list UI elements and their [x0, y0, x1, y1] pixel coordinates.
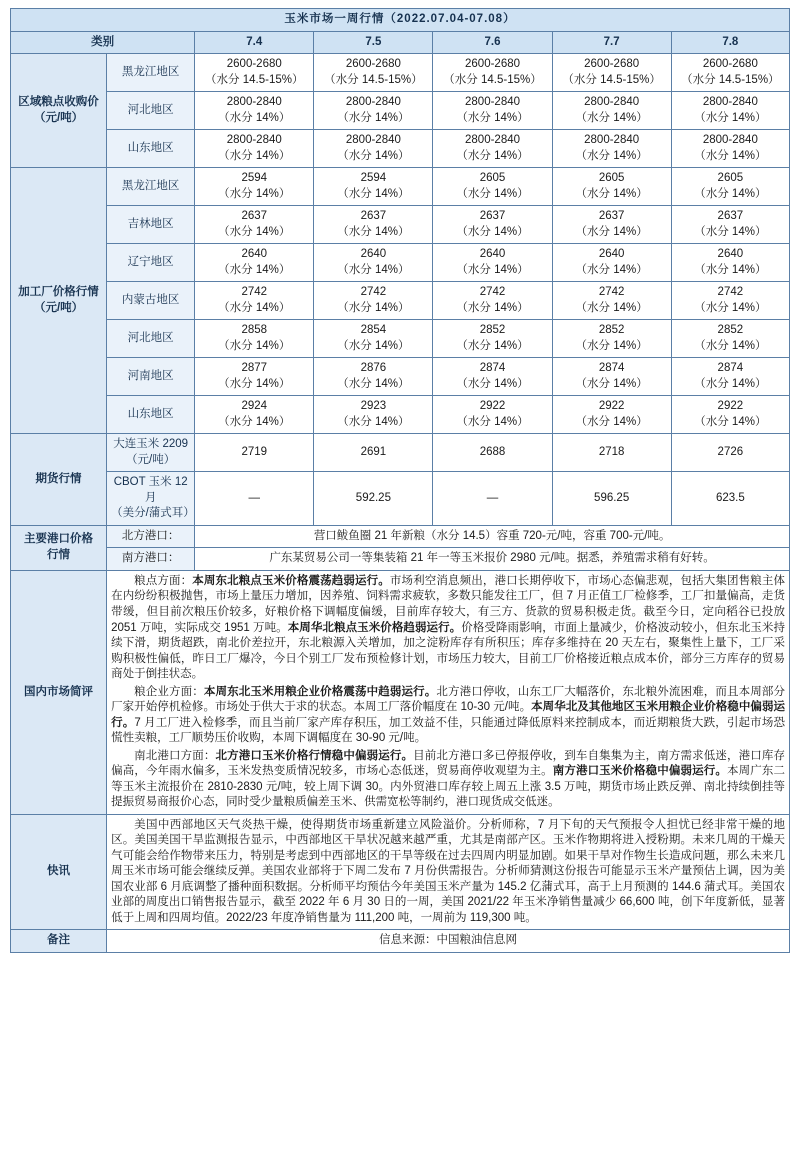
row-label-line1: 大连玉米 2209 — [113, 438, 189, 451]
section-label-line2: （元/吨） — [33, 301, 84, 314]
cell-price: 2800-2840 — [465, 134, 521, 147]
row-label-factory-liaoning: 辽宁地区 — [107, 244, 195, 282]
cell-price: 2874 — [479, 362, 506, 375]
cell-price: 2876 — [360, 362, 387, 375]
row-label-factory-heilongjiang: 黑龙江地区 — [107, 168, 195, 206]
cell-price: 2852 — [598, 324, 625, 337]
cell-note: （水分 14%） — [337, 301, 410, 314]
cell-dalian-4: 2718 — [552, 434, 671, 472]
section-label-line2: 行情 — [47, 548, 71, 561]
cell-price: 2640 — [717, 248, 744, 261]
cell-cbot-1: — — [195, 472, 314, 526]
table-row — [11, 525, 790, 548]
row-label-factory-henan: 河南地区 — [107, 358, 195, 396]
row-label-factory-hebei: 河北地区 — [107, 320, 195, 358]
news-body — [107, 814, 790, 930]
cell-factory-hlj-4 — [552, 168, 671, 206]
cell-factory-nmg-2 — [314, 282, 433, 320]
cell-note: （水分 14%） — [218, 377, 291, 390]
cell-factory-hlj-1 — [195, 168, 314, 206]
row-label-factory-shandong: 山东地区 — [107, 396, 195, 434]
commentary-paragraph-2: 粮企业方面：本周东北玉米用粮企业价格震荡中趋弱运行。北方港口停收，山东工厂大幅落价，东北粮外流困难，而且本周部分厂家开始停机检修。市场处于供大于求的状态。本周工厂落价幅度在 10-30 元/吨。本周华北及其他地区玉米用粮企业价格稳中偏弱运行。7 月工厂进入检修季，而且当前厂家产库存积压，加工效益不佳，只能通过降低原料来控制成本，而近期粮货大跌，引起市场恐慌性卖粮，工厂顺势压价收购，本周下调幅度在 30-90 元/吨。 — [111, 685, 786, 745]
cell-factory-hn-1 — [195, 358, 314, 396]
cell-factory-nmg-4 — [552, 282, 671, 320]
table-row — [11, 570, 790, 814]
cell-note: （水分 14.5-15%） — [562, 73, 661, 86]
commentary-paragraph-1: 粮点方面：本周东北粮点玉米价格震荡趋弱运行。市场利空消息频出，港口长期停收下，市场心态偏悲观，包括大集团售粮主体在内纷纷积极抛售，市场上量压力增加，因养殖、饲料需求疲软，多数只能发往工厂，但 7 月正值工厂检修季，工厂扣量偏高，走货带缓，但目前次粮压价较多，好粮价格下调幅度偏缓，目前库存较大，有三方、货款的贸易积极走货。截至今日，定向稻谷已投放 2051 万吨，实际成交 1951 万吨。本周华北粮点玉米价格趋弱运行。价格受降雨影响，市面上量减少，价格波动较小，但东北玉米持续下滑，期货超跌，南北价差拉开，东北粮源入关增加，加之淀粉库存有所积压；库存多维持在 20 天左右，聚集性上量下，工厂采购积极性偏低，昨日工厂爆冷，今日个别工厂发布预检修计划，市场压力较大，目前工厂价格接近粮点成本价，部分三方库存的贸易商处于倒挂状态。 — [111, 574, 786, 681]
table-row — [11, 548, 790, 571]
cell-note: （水分 14%） — [575, 225, 648, 238]
cell-note: （水分 14%） — [337, 377, 410, 390]
cell-price: 2637 — [241, 210, 268, 223]
row-label-line1: CBOT 玉米 12 月 — [113, 476, 188, 504]
cell-factory-hn-4 — [552, 358, 671, 396]
cell-price: 2637 — [479, 210, 506, 223]
cell-price: 2852 — [717, 324, 744, 337]
cell-price: 2852 — [479, 324, 506, 337]
cell-price: 2742 — [479, 286, 506, 299]
section-label-commentary: 国内市场简评 — [11, 570, 107, 814]
cell-note: （水分 14%） — [575, 263, 648, 276]
cell-note: （水分 14%） — [456, 187, 529, 200]
cell-note: （水分 14%） — [694, 149, 767, 162]
cell-dalian-2: 2691 — [314, 434, 433, 472]
cell-price: 2800-2840 — [702, 96, 758, 109]
cell-price: 2600-2680 — [345, 58, 401, 71]
cell-note: （水分 14%） — [337, 111, 410, 124]
cell-factory-nmg-1 — [195, 282, 314, 320]
cell-price: 2600-2680 — [584, 58, 640, 71]
row-label-heilongjiang: 黑龙江地区 — [107, 54, 195, 92]
north-port-text: 营口鲅鱼圈 21 年新粮（水分 14.5）容重 720-元/吨，容重 700-元/吨。 — [195, 525, 790, 548]
cell-price: 2923 — [360, 400, 387, 413]
cell-factory-hlj-3 — [433, 168, 552, 206]
cell-price: 2605 — [598, 172, 625, 185]
cell-region-purchase-sd-2 — [314, 130, 433, 168]
cell-region-purchase-hlj-5 — [671, 54, 789, 92]
table-row — [11, 358, 790, 396]
cell-note: （水分 14%） — [218, 149, 291, 162]
cell-price: 2605 — [479, 172, 506, 185]
cell-price: 2800-2840 — [584, 96, 640, 109]
cell-region-purchase-hebei-5 — [671, 92, 789, 130]
cell-note: （水分 14.5-15%） — [443, 73, 542, 86]
table-row — [11, 168, 790, 206]
cell-price: 2742 — [360, 286, 387, 299]
cell-note: （水分 14%） — [337, 149, 410, 162]
cell-factory-jl-5 — [671, 206, 789, 244]
table-row — [11, 206, 790, 244]
table-row — [11, 814, 790, 930]
cell-price: 2594 — [241, 172, 268, 185]
cell-factory-ln-2 — [314, 244, 433, 282]
cell-price: 2742 — [241, 286, 268, 299]
cell-note: （水分 14%） — [694, 187, 767, 200]
cell-factory-ln-4 — [552, 244, 671, 282]
cell-price: 2800-2840 — [226, 134, 282, 147]
cell-price: 2922 — [717, 400, 744, 413]
commentary-paragraph-3: 南北港口方面：北方港口玉米价格行情稳中偏弱运行。目前北方港口多已停报停收，到车自集集为主，南方需求低迷，港口库存偏高，今年雨水偏多，玉米发热变质情况较多，市场心态低迷，贸易商停收观望为主。南方港口玉米价格稳中偏弱运行。本周广东二等玉米主流报价在 2810-2830 元/吨，较上周下调 30。内外贸港口库存较上周五上涨 3.5 万吨，期货市场止跌反弹、南北持续倒挂等提振贸易商报价心态，同时受少量粮质偏差玉米、供需宽松等制约，港口现货成交低迷。 — [111, 749, 786, 809]
cell-factory-hn-5 — [671, 358, 789, 396]
cell-factory-nmg-5 — [671, 282, 789, 320]
cell-note: （水分 14%） — [694, 415, 767, 428]
section-label-line1: 加工厂价格行情 — [18, 286, 99, 299]
cell-price: 2640 — [360, 248, 387, 261]
cell-factory-jl-1 — [195, 206, 314, 244]
cell-note: （水分 14%） — [575, 415, 648, 428]
cell-price: 2800-2840 — [584, 134, 640, 147]
section-label-news: 快讯 — [11, 814, 107, 930]
cell-factory-hn-2 — [314, 358, 433, 396]
row-label-cbot-corn-dec — [107, 472, 195, 526]
cell-region-purchase-sd-3 — [433, 130, 552, 168]
cell-note: （水分 14%） — [456, 377, 529, 390]
cell-note: （水分 14%） — [694, 377, 767, 390]
section-label-line2: （元/吨） — [33, 111, 84, 124]
cell-cbot-4: 596.25 — [552, 472, 671, 526]
table-row — [11, 472, 790, 526]
table-row — [11, 396, 790, 434]
commentary-body — [107, 570, 790, 814]
cell-dalian-5: 2726 — [671, 434, 789, 472]
remark-text: 信息来源：中国粮油信息网 — [107, 930, 790, 953]
cell-region-purchase-hebei-4 — [552, 92, 671, 130]
cell-price: 2800-2840 — [226, 96, 282, 109]
cell-note: （水分 14%） — [218, 415, 291, 428]
cell-price: 2742 — [598, 286, 625, 299]
row-label-line2: （美分/蒲式耳） — [111, 507, 195, 520]
cell-note: （水分 14%） — [456, 415, 529, 428]
cell-cbot-5: 623.5 — [671, 472, 789, 526]
cell-note: （水分 14%） — [456, 225, 529, 238]
cell-factory-sd-3 — [433, 396, 552, 434]
cell-price: 2594 — [360, 172, 387, 185]
cell-factory-hb-5 — [671, 320, 789, 358]
column-header-date-5: 7.8 — [671, 31, 789, 54]
cell-note: （水分 14%） — [337, 339, 410, 352]
cell-note: （水分 14%） — [575, 339, 648, 352]
cell-note: （水分 14%） — [337, 187, 410, 200]
cell-region-purchase-hlj-2 — [314, 54, 433, 92]
cell-note: （水分 14.5-15%） — [205, 73, 304, 86]
cell-factory-hb-1 — [195, 320, 314, 358]
cell-cbot-3: — — [433, 472, 552, 526]
cell-note: （水分 14%） — [694, 339, 767, 352]
section-label-futures: 期货行情 — [11, 434, 107, 526]
cell-price: 2922 — [598, 400, 625, 413]
cell-region-purchase-sd-5 — [671, 130, 789, 168]
cell-factory-hlj-2 — [314, 168, 433, 206]
cell-note: （水分 14%） — [218, 225, 291, 238]
cell-note: （水分 14%） — [575, 111, 648, 124]
cell-factory-jl-3 — [433, 206, 552, 244]
cell-factory-sd-4 — [552, 396, 671, 434]
column-header-date-2: 7.5 — [314, 31, 433, 54]
cell-region-purchase-hebei-3 — [433, 92, 552, 130]
cell-note: （水分 14%） — [337, 225, 410, 238]
cell-price: 2924 — [241, 400, 268, 413]
cell-note: （水分 14%） — [694, 111, 767, 124]
cell-note: （水分 14%） — [694, 301, 767, 314]
table-row — [11, 434, 790, 472]
row-label-shandong: 山东地区 — [107, 130, 195, 168]
cell-factory-hn-3 — [433, 358, 552, 396]
section-label-line1: 主要港口价格 — [24, 533, 94, 546]
cell-factory-ln-5 — [671, 244, 789, 282]
table-row — [11, 54, 790, 92]
cell-region-purchase-hlj-1 — [195, 54, 314, 92]
section-label-factory-price — [11, 168, 107, 434]
cell-dalian-3: 2688 — [433, 434, 552, 472]
cell-factory-sd-5 — [671, 396, 789, 434]
cell-price: 2800-2840 — [465, 96, 521, 109]
row-label-hebei: 河北地区 — [107, 92, 195, 130]
cell-price: 2877 — [241, 362, 268, 375]
cell-note: （水分 14%） — [218, 263, 291, 276]
cell-price: 2600-2680 — [465, 58, 521, 71]
section-label-ports — [11, 525, 107, 570]
row-label-north-port: 北方港口： — [107, 525, 195, 548]
south-port-text: 广东某贸易公司一等集装箱 21 年一等玉米报价 2980 元/吨。据悉，养殖需求稍有好转。 — [195, 548, 790, 571]
table-title-row — [11, 9, 790, 32]
cell-factory-jl-4 — [552, 206, 671, 244]
cell-price: 2800-2840 — [345, 134, 401, 147]
cell-note: （水分 14%） — [575, 149, 648, 162]
cell-price: 2874 — [717, 362, 744, 375]
cell-price: 2637 — [717, 210, 744, 223]
cell-price: 2858 — [241, 324, 268, 337]
cell-price: 2854 — [360, 324, 387, 337]
column-header-date-4: 7.7 — [552, 31, 671, 54]
cell-factory-jl-2 — [314, 206, 433, 244]
cell-region-purchase-hebei-2 — [314, 92, 433, 130]
cell-note: （水分 14%） — [575, 377, 648, 390]
table-row — [11, 130, 790, 168]
cell-price: 2640 — [479, 248, 506, 261]
column-header-date-1: 7.4 — [195, 31, 314, 54]
cell-note: （水分 14%） — [575, 187, 648, 200]
cell-price: 2800-2840 — [702, 134, 758, 147]
cell-factory-hb-4 — [552, 320, 671, 358]
column-header-category: 类别 — [11, 31, 195, 54]
cell-dalian-1: 2719 — [195, 434, 314, 472]
cell-note: （水分 14%） — [456, 263, 529, 276]
cell-note: （水分 14%） — [694, 225, 767, 238]
table-row — [11, 930, 790, 953]
cell-price: 2640 — [598, 248, 625, 261]
cell-factory-sd-1 — [195, 396, 314, 434]
cell-note: （水分 14%） — [456, 111, 529, 124]
cell-region-purchase-hebei-1 — [195, 92, 314, 130]
cell-price: 2637 — [598, 210, 625, 223]
cell-price: 2742 — [717, 286, 744, 299]
table-row — [11, 244, 790, 282]
cell-factory-ln-1 — [195, 244, 314, 282]
table-row — [11, 282, 790, 320]
cell-note: （水分 14%） — [218, 111, 291, 124]
cell-price: 2922 — [479, 400, 506, 413]
cell-price: 2874 — [598, 362, 625, 375]
page-title: 玉米市场一周行情（2022.07.04-07.08） — [11, 9, 790, 32]
table-header-row — [11, 31, 790, 54]
news-paragraph: 美国中西部地区天气炎热干燥，使得期货市场重新建立风险溢价。分析师称，7 月下旬的天气预报令人担忧已经非常干燥的地区。美国美国干旱监测报告显示，中西部地区干旱状况越来越严重，尤其是南部产区。玉米作物期将进入授粉期。未来几周的干燥天气可能会给作物带来压力，特别是考虑到中西部地区的干旱等级在过去四周内明显加剧。如果干旱对作物生长造成问题，那么未来几周玉米市场可能会继续反弹。美国农业部将于下周二发布 7 月份供需报告。分析师猜测这份报告可能显示玉米产量预估上调，因为美国农业部 6 月底调整了播种面积数据。分析师平均预估今年美国玉米产量为 145.2 亿蒲式耳，高于上月预测的 144.6 蒲式耳。美国农业部的周度出口销售报告显示，截至 2022 年 6 月 30 日的一周，美国 2021/22 年玉米净销售量减少 66,600 吨，创下年度新低，显著低于上周和四周均值。2022/23 年度净销售量为 111,200 吨，一周前为 119,300 吨。 — [111, 818, 785, 924]
cell-region-purchase-hlj-3 — [433, 54, 552, 92]
cell-note: （水分 14%） — [218, 187, 291, 200]
cell-price: 2640 — [241, 248, 268, 261]
corn-market-weekly-table — [10, 8, 790, 953]
row-label-factory-jilin: 吉林地区 — [107, 206, 195, 244]
cell-note: （水分 14%） — [218, 339, 291, 352]
cell-factory-hlj-5 — [671, 168, 789, 206]
cell-note: （水分 14%） — [456, 149, 529, 162]
table-row — [11, 92, 790, 130]
cell-note: （水分 14%） — [337, 415, 410, 428]
cell-factory-hb-3 — [433, 320, 552, 358]
section-label-line1: 区域粮点收购价 — [18, 96, 99, 109]
column-header-date-3: 7.6 — [433, 31, 552, 54]
cell-note: （水分 14%） — [456, 339, 529, 352]
table-row — [11, 320, 790, 358]
cell-note: （水分 14%） — [456, 301, 529, 314]
cell-cbot-2: 592.25 — [314, 472, 433, 526]
cell-price: 2600-2680 — [702, 58, 758, 71]
cell-factory-ln-3 — [433, 244, 552, 282]
row-label-south-port: 南方港口： — [107, 548, 195, 571]
cell-price: 2600-2680 — [226, 58, 282, 71]
row-label-dalian-corn-2209 — [107, 434, 195, 472]
cell-factory-nmg-3 — [433, 282, 552, 320]
cell-factory-hb-2 — [314, 320, 433, 358]
cell-note: （水分 14%） — [694, 263, 767, 276]
cell-note: （水分 14%） — [337, 263, 410, 276]
cell-factory-sd-2 — [314, 396, 433, 434]
cell-price: 2637 — [360, 210, 387, 223]
row-label-line2: （元/吨） — [126, 453, 176, 466]
cell-note: （水分 14%） — [575, 301, 648, 314]
section-label-remark: 备注 — [11, 930, 107, 953]
cell-note: （水分 14.5-15%） — [324, 73, 423, 86]
cell-price: 2800-2840 — [345, 96, 401, 109]
cell-region-purchase-hlj-4 — [552, 54, 671, 92]
row-label-factory-neimenggu: 内蒙古地区 — [107, 282, 195, 320]
cell-note: （水分 14%） — [218, 301, 291, 314]
cell-price: 2605 — [717, 172, 744, 185]
cell-region-purchase-sd-1 — [195, 130, 314, 168]
cell-note: （水分 14.5-15%） — [681, 73, 780, 86]
section-label-region-purchase — [11, 54, 107, 168]
cell-region-purchase-sd-4 — [552, 130, 671, 168]
